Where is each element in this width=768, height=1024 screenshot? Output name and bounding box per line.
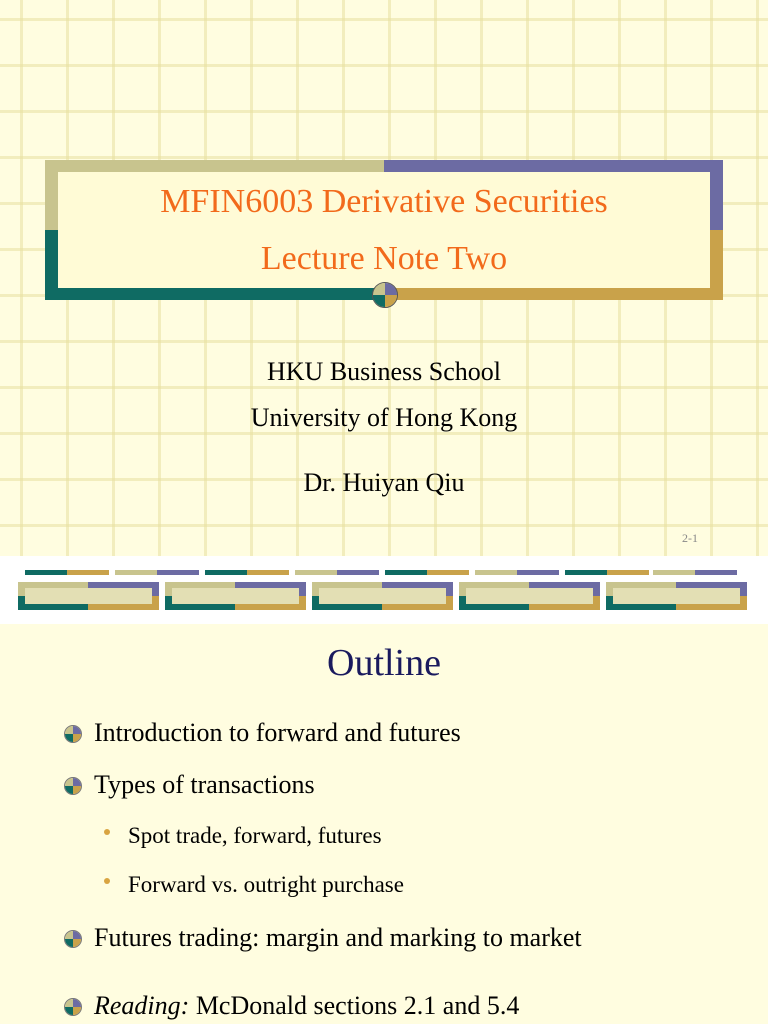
- page-number: 2-1: [682, 531, 698, 545]
- outline-subitem: Spot trade, forward, futures: [128, 823, 382, 848]
- divider-block: [18, 582, 159, 610]
- instructor-name: Dr. Huiyan Qiu: [303, 468, 465, 497]
- dash: [67, 570, 109, 575]
- frame-top-right: [384, 160, 723, 172]
- slide-title-line1: MFIN6003 Derivative Securities: [160, 183, 608, 220]
- dash: [115, 570, 157, 575]
- slide-title-line2: Lecture Note Two: [260, 240, 508, 277]
- sub-bullet-icon: [104, 878, 110, 884]
- slide-divider: [0, 556, 768, 624]
- dash: [295, 570, 337, 575]
- bullet-icon: [64, 998, 82, 1016]
- frame-bottom-left: [45, 288, 384, 300]
- frame-left-upper: [45, 160, 58, 230]
- dash: [385, 570, 427, 575]
- dash: [247, 570, 289, 575]
- dash: [653, 570, 695, 575]
- reading-label: Reading:: [94, 991, 190, 1020]
- divider-block: [312, 582, 453, 610]
- reading-text: McDonald sections 2.1 and 5.4: [189, 991, 520, 1020]
- dash: [205, 570, 247, 575]
- divider-block: [165, 582, 306, 610]
- dash: [565, 570, 607, 575]
- school-name: HKU Business School: [266, 357, 501, 386]
- university-name: University of Hong Kong: [250, 403, 518, 432]
- bullet-icon: [64, 930, 82, 948]
- divider-block: [606, 582, 747, 610]
- outline-title: Outline: [327, 642, 441, 684]
- frame-bottom-right: [384, 288, 723, 300]
- frame-top-left: [45, 160, 384, 172]
- dash: [337, 570, 379, 575]
- reading-item: [94, 990, 519, 1022]
- outline-item: Types of transactions: [94, 770, 315, 799]
- outline-item: Futures trading: margin and marking to market: [94, 923, 582, 952]
- dash: [517, 570, 559, 575]
- dash: [695, 570, 737, 575]
- dash: [475, 570, 517, 575]
- dash: [25, 570, 67, 575]
- bullet-icon: [64, 777, 82, 795]
- outline-subitem: Forward vs. outright purchase: [128, 872, 404, 897]
- quadrant-badge-icon: [372, 282, 398, 308]
- sub-bullet-icon: [104, 829, 110, 835]
- bullet-icon: [64, 725, 82, 743]
- frame-right-upper: [710, 160, 723, 230]
- dash: [427, 570, 469, 575]
- outline-item: Introduction to forward and futures: [94, 718, 461, 747]
- dash: [607, 570, 649, 575]
- dash: [157, 570, 199, 575]
- divider-block: [459, 582, 600, 610]
